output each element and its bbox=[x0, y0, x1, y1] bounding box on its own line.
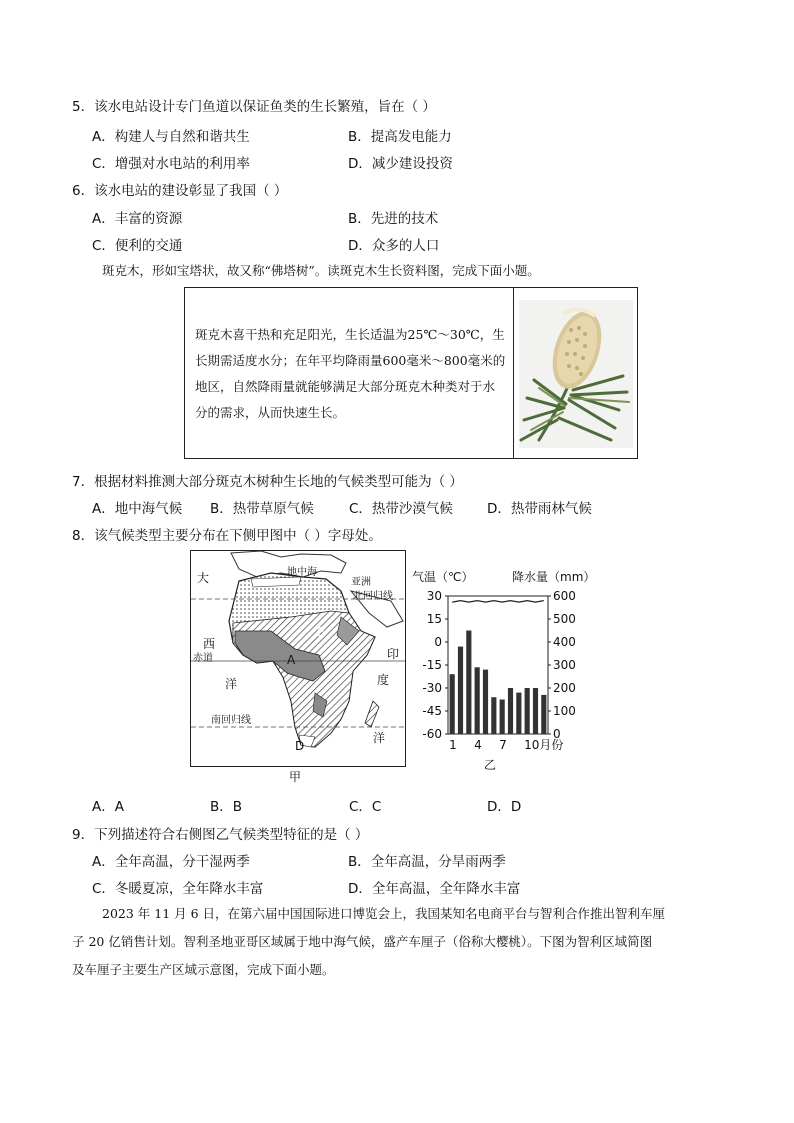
q9-option-d[interactable]: D．全年高温，全年降水丰富 bbox=[348, 881, 521, 897]
q5-option-d[interactable]: D．减少建设投资 bbox=[348, 156, 453, 172]
q5-option-c[interactable]: C．增强对水电站的利用率 bbox=[92, 156, 250, 172]
precip-tick-label: 300 bbox=[553, 658, 576, 672]
temp-tick-label: -30 bbox=[422, 681, 442, 695]
chile-intro-line-1: 2023 年 11 月 6 日，在第六届中国国际进口博览会上，我国某知名电商平台与智利合作推出智利车厘 bbox=[102, 906, 666, 921]
map-marker-c: C bbox=[289, 605, 298, 619]
q8-option-d[interactable]: D．D bbox=[487, 799, 522, 815]
precip-bar bbox=[458, 647, 463, 734]
map-label-equator: 赤道 bbox=[193, 653, 213, 664]
q9-option-a[interactable]: A．全年高温，分干湿两季 bbox=[92, 854, 250, 870]
map-caption: 甲 bbox=[289, 770, 302, 784]
precip-bar bbox=[533, 688, 538, 734]
q9-stem: 9．下列描述符合右侧图乙气候类型特征的是（ ） bbox=[72, 827, 369, 843]
temp-tick-label: 15 bbox=[426, 612, 442, 626]
month-tick-label: 7 bbox=[499, 738, 507, 752]
map-marker-a: A bbox=[287, 653, 296, 667]
climate-chart bbox=[408, 560, 608, 780]
q7-stem: 7．根据材料推测大部分斑克木树种生长地的气候类型可能为（ ） bbox=[72, 474, 463, 490]
map-label-asia: 亚洲 bbox=[351, 577, 371, 588]
q6-option-b[interactable]: B．先进的技术 bbox=[348, 211, 439, 227]
map-marker-b: B bbox=[317, 625, 326, 639]
banksia-photo bbox=[519, 300, 633, 448]
precip-bar bbox=[500, 700, 505, 735]
precip-bar bbox=[516, 693, 521, 734]
temp-tick-label: 0 bbox=[434, 635, 442, 649]
q6-option-c[interactable]: C．便利的交通 bbox=[92, 238, 183, 254]
precip-bar bbox=[475, 667, 480, 734]
chile-intro-line-2: 子 20 亿销售计划。智利圣地亚哥区域属于地中海气候，盛产车厘子（俗称大樱桃）。下图为智利区域简图 bbox=[72, 934, 653, 949]
map-label-tropic-capricorn: 南回归线 bbox=[211, 715, 251, 726]
precip-bar bbox=[483, 670, 488, 734]
precip-tick-label: 400 bbox=[553, 635, 576, 649]
q5-option-b[interactable]: B．提高发电能力 bbox=[348, 129, 452, 145]
map-marker-d: D bbox=[295, 739, 305, 753]
temp-tick-label: -15 bbox=[422, 658, 442, 672]
chart-caption: 乙 bbox=[484, 758, 497, 772]
map-label-yin: 印 bbox=[387, 647, 400, 661]
month-tick-label: 1 bbox=[449, 738, 457, 752]
temp-axis-label: 气温（℃） bbox=[412, 570, 474, 584]
precip-bar bbox=[541, 695, 546, 734]
q6-option-a[interactable]: A．丰富的资源 bbox=[92, 211, 183, 227]
temp-tick-label: 30 bbox=[426, 589, 442, 603]
precip-bar bbox=[466, 631, 471, 735]
precip-tick-label: 0 bbox=[553, 727, 561, 741]
q9-option-b[interactable]: B．全年高温，分旱雨两季 bbox=[348, 854, 506, 870]
map-label-tropic-cancer: 北回归线 bbox=[353, 591, 393, 602]
banksia-intro: 斑克木，形如宝塔状，故又称“佛塔树”。读斑克木生长资料图，完成下面小题。 bbox=[102, 263, 540, 278]
box-divider bbox=[513, 288, 514, 458]
precip-bar bbox=[508, 688, 513, 734]
map-label-da: 大 bbox=[197, 571, 210, 585]
material-box bbox=[184, 287, 638, 459]
q9-option-c[interactable]: C．冬暖夏凉，全年降水丰富 bbox=[92, 881, 264, 897]
map-label-yang: 洋 bbox=[225, 677, 238, 691]
precip-tick-label: 100 bbox=[553, 704, 576, 718]
precip-bar bbox=[450, 674, 455, 734]
precip-tick-label: 200 bbox=[553, 681, 576, 695]
climate-chart-svg bbox=[408, 582, 608, 782]
q6-option-d[interactable]: D．众多的人口 bbox=[348, 238, 440, 254]
africa-map bbox=[190, 550, 406, 767]
precip-tick-label: 500 bbox=[553, 612, 576, 626]
q8-option-a[interactable]: A．A bbox=[92, 799, 124, 815]
map-label-xi: 西 bbox=[203, 637, 216, 651]
q5-option-a[interactable]: A．构建人与自然和谐共生 bbox=[92, 129, 250, 145]
q6-stem: 6．该水电站的建设彰显了我国（ ） bbox=[72, 183, 288, 199]
q5-stem: 5．该水电站设计专门鱼道以保证鱼类的生长繁殖，旨在（ ） bbox=[72, 99, 436, 115]
q8-stem: 8．该气候类型主要分布在下侧甲图中（ ）字母处。 bbox=[72, 528, 382, 544]
q7-option-b[interactable]: B．热带草原气候 bbox=[210, 501, 314, 517]
q7-option-a[interactable]: A．地中海气候 bbox=[92, 501, 183, 517]
map-label-mediterranean: 地中海 bbox=[287, 567, 317, 578]
map-label-du: 度 bbox=[377, 673, 390, 687]
precip-tick-label: 600 bbox=[553, 589, 576, 603]
q7-option-c[interactable]: C．热带沙漠气候 bbox=[349, 501, 453, 517]
temp-tick-label: -45 bbox=[422, 704, 442, 718]
material-text: 斑克木喜干热和充足阳光，生长适温为25℃～30℃，生长期需适度水分；在年平均降雨量600毫米～800毫米的地区，自然降雨量就能够满足大部分斑克木种类对于水分的需求，从而快速生长。 bbox=[195, 327, 506, 420]
precip-bar bbox=[525, 688, 530, 734]
month-tick-label: 10月份 bbox=[524, 738, 564, 752]
map-label-yang2: 洋 bbox=[373, 731, 386, 745]
q8-option-c[interactable]: C．C bbox=[349, 799, 382, 815]
q7-option-d[interactable]: D．热带雨林气候 bbox=[487, 501, 592, 517]
temp-tick-label: -60 bbox=[422, 727, 442, 741]
month-tick-label: 4 bbox=[474, 738, 482, 752]
precip-bar bbox=[491, 697, 496, 734]
chile-intro-line-3: 及车厘子主要生产区域示意图，完成下面小题。 bbox=[72, 962, 335, 977]
q8-option-b[interactable]: B．B bbox=[210, 799, 243, 815]
precip-axis-label: 降水量（mm） bbox=[512, 570, 596, 584]
